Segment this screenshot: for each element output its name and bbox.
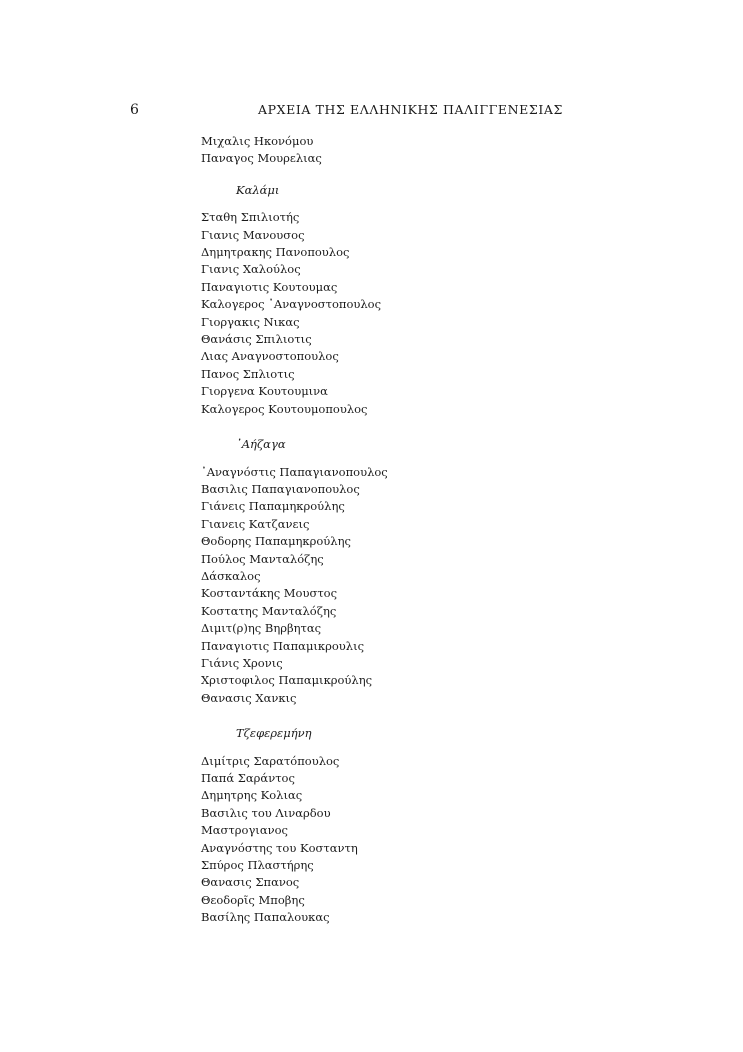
name-entry: Γιοργενα Κουτουμινα	[201, 384, 328, 399]
name-entry: Θεοδορῖς Μποβης	[201, 892, 305, 907]
name-entry: Κοσταντάκης Μουστος	[201, 586, 338, 601]
name-entry: Καλογερος ᾿Αναγνοστοπουλος	[201, 297, 382, 312]
name-entry: Δάσκαλος	[201, 568, 261, 583]
name-list	[201, 753, 561, 927]
name-entry: Θανασις Σπανος	[201, 875, 300, 890]
name-entry: Σταθη Σπιλιοτής	[201, 210, 300, 225]
running-head: ΑΡΧΕΙΑ ΤΗΣ ΕΛΛΗΝΙΚΗΣ ΠΑΛΙΓΓΕΝΕΣΙΑΣ	[258, 102, 563, 117]
village-section	[201, 182, 561, 418]
name-entry: Γιοργακις Νικας	[201, 314, 300, 329]
village-section	[201, 725, 561, 926]
name-entry: Καλογερος Κουτουμοπουλος	[201, 401, 368, 416]
name-entry: Παναγιοτις Παπαμικρουλις	[201, 638, 365, 653]
name-entry: Γιανις Χαλούλος	[201, 262, 301, 277]
name-entry: Παναγος Μουρελιας	[201, 151, 322, 166]
name-entry: Παπά Σαράντος	[201, 771, 295, 785]
name-entry: Σπύρος Πλαστήρης	[201, 858, 314, 873]
name-entry: Αναγνόστης του Κοσταντη	[201, 840, 358, 855]
name-entry: Βασιλις Παπαγιανοπουλος	[201, 481, 360, 496]
name-entry: Διμιτ(ρ)ης Βηρβητας	[201, 621, 322, 636]
name-entry: Δημητρακης Πανοπουλος	[201, 245, 350, 260]
page-number: 6	[130, 102, 139, 118]
name-entry: ᾿Αναγνόστις Παπαγιανοπουλος	[201, 464, 388, 479]
name-list	[201, 464, 561, 708]
name-entry: Δημητρης Κολιας	[201, 788, 303, 803]
name-entry: Βασίλης Παπαλουκας	[201, 910, 330, 925]
village-section	[201, 436, 561, 707]
name-list	[201, 209, 561, 418]
name-entry: Γιανις Μανουσος	[201, 227, 305, 242]
name-entry: Θανασις Χανκις	[201, 690, 297, 705]
village-heading: Τζεφερεμήνη	[236, 726, 312, 741]
name-entry: Πούλος Μανταλόζης	[201, 551, 324, 566]
name-entry: Λιας Αναγνοστοπουλος	[201, 349, 339, 364]
name-entry: Μαστρογιανος	[201, 823, 288, 838]
name-entry: Μιχαλις Ηκονόμου	[201, 134, 314, 148]
name-entry: Γιανεις Κατζανεις	[201, 516, 310, 531]
village-sections	[201, 182, 561, 927]
village-heading: ᾿Αήζαγα	[236, 437, 286, 452]
name-entry: Θανάσις Σπιλιοτις	[201, 332, 312, 347]
name-entry: Χριστοφιλος Παπαμικρούλης	[201, 673, 373, 688]
name-entry: Γιάνις Χρονις	[201, 655, 283, 670]
name-entry: Κοστατης Μανταλόζης	[201, 603, 337, 618]
name-register	[201, 133, 561, 927]
intro-name-list	[201, 133, 561, 168]
village-heading: Καλάμι	[236, 182, 280, 197]
name-entry: Διμίτρις Σαρατόπουλος	[201, 753, 340, 768]
name-entry: Παναγιοτις Κουτουμας	[201, 279, 338, 294]
name-entry: Πανος Σπλιοτις	[201, 366, 295, 381]
name-entry: Γιάνεις Παπαμηκρούλης	[201, 499, 345, 514]
name-entry: Βασιλις του Λιναρδου	[201, 805, 331, 820]
name-entry: Θοδορης Παπαμηκρούλης	[201, 534, 351, 549]
